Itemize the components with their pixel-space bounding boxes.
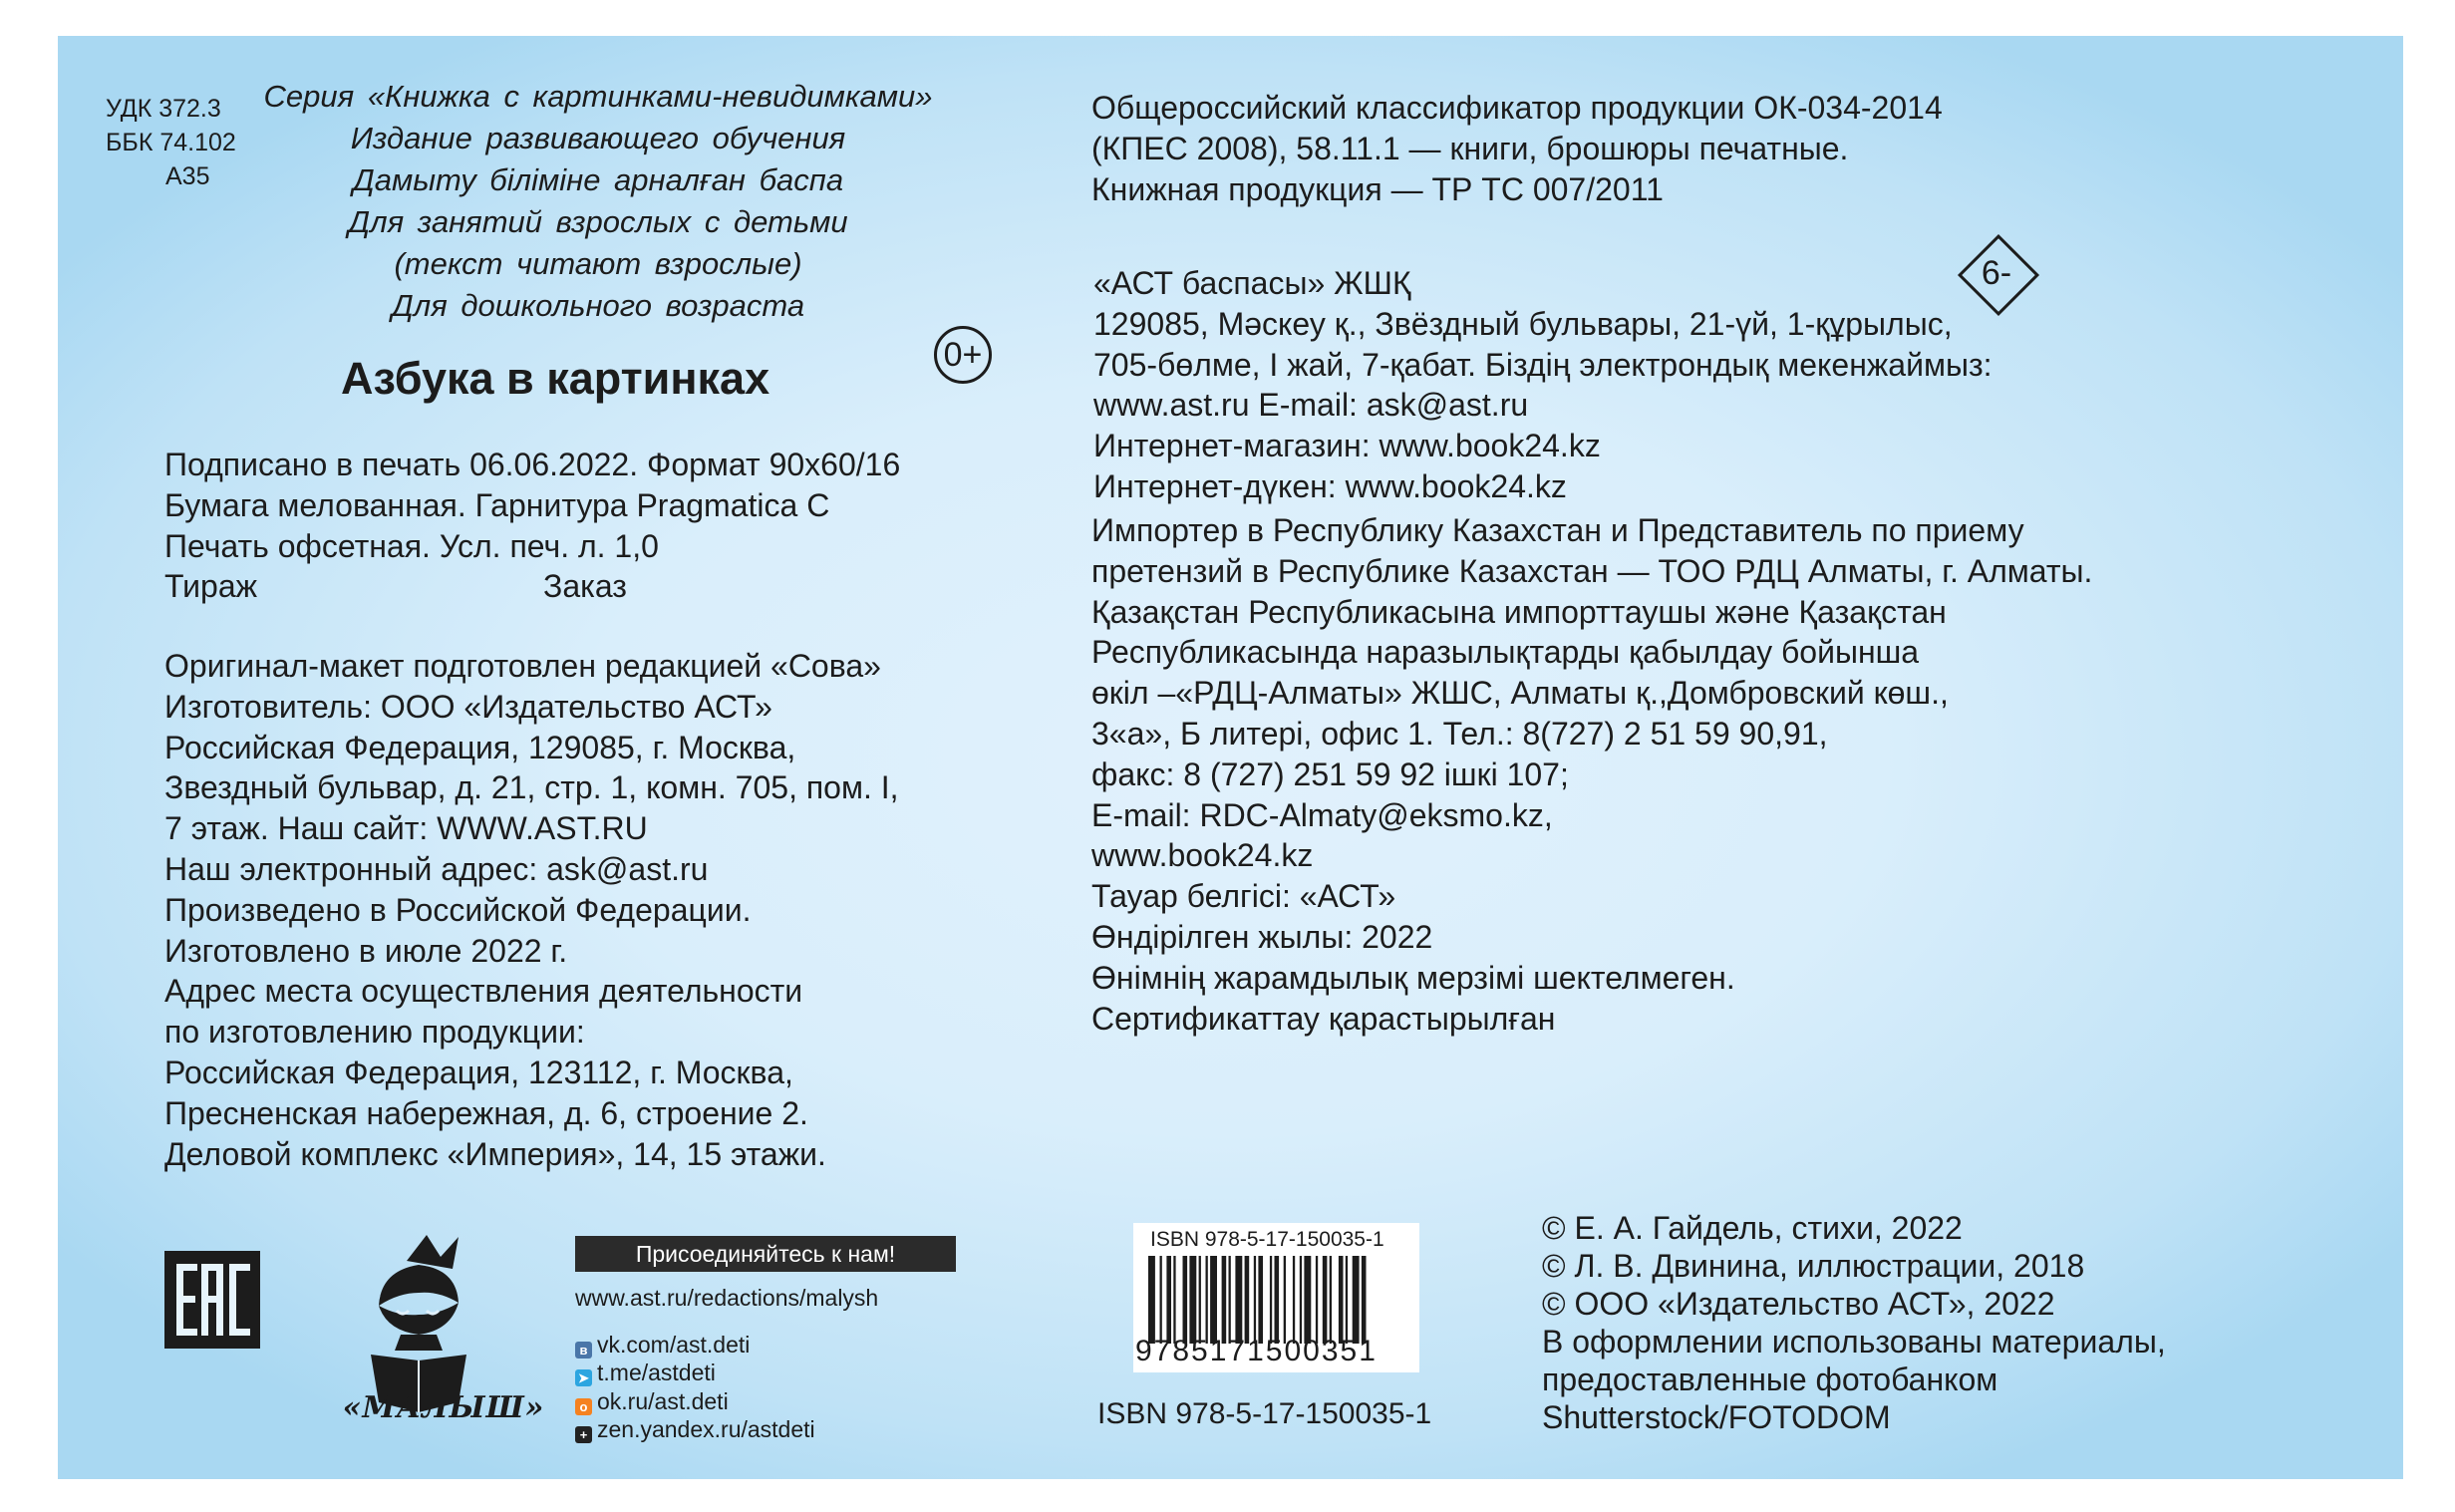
social-link-ok[interactable] (575, 1387, 878, 1416)
kz-publisher-line: 705-бөлме, I жай, 7-қабат. Біздің электрондық мекенжаймыз: (1093, 346, 1993, 383)
print-info-line: Печать офсетная. Усл. печ. л. 1,0 (164, 527, 659, 564)
social-link-text: zen.yandex.ru/astdeti (597, 1416, 815, 1442)
manufacturer-line: Пресненская набережная, д. 6, строение 2. (164, 1094, 808, 1131)
join-us-banner: Присоединяйтесь к нам! (575, 1236, 956, 1272)
site-link[interactable]: www.ast.ru/redactions/malysh (575, 1285, 879, 1311)
series-line: Дамыту біліміне арналған баспа (352, 162, 844, 197)
barcode-isbn-label: ISBN 978-5-17-150035-1 (1150, 1228, 1384, 1251)
social-link-text: vk.com/ast.deti (597, 1331, 751, 1358)
importer-line: www.book24.kz (1091, 837, 1314, 874)
series-line: Серия «Книжка с картинками-невидимками» (263, 79, 933, 114)
importer-info (1091, 510, 2092, 1039)
manufacturer-line: Изготовитель: ООО «Издательство АСТ» (164, 688, 772, 725)
importer-line: Өнімнің жарамдылық мерзімі шектелмеген. (1091, 959, 1735, 996)
social-links (575, 1284, 878, 1444)
manufacturer-line: Произведено в Российской Федерации. (164, 891, 752, 928)
importer-line: E-mail: RDC-Almaty@eksmo.kz, (1091, 796, 1553, 833)
manufacturer-line: Деловой комплекс «Империя», 14, 15 этажи. (164, 1135, 826, 1172)
importer-line: Өндірілген жылы: 2022 (1091, 918, 1433, 955)
social-link-vk[interactable] (575, 1331, 878, 1360)
zen-icon: + (575, 1426, 592, 1443)
social-link-telegram[interactable] (575, 1359, 878, 1387)
isbn-number: ISBN 978-5-17-150035-1 (1097, 1397, 1432, 1430)
classifier-line: (КПЕС 2008), 58.11.1 — книги, брошюры печатные. (1091, 130, 1849, 166)
kz-publisher-line: Интернет-магазин: www.book24.kz (1093, 428, 1601, 464)
classifier-line: Книжная продукция — ТР ТС 007/2011 (1091, 170, 1664, 207)
udk-code: УДК 372.3 (106, 95, 221, 123)
kz-publisher-line: Интернет-дүкен: www.book24.kz (1093, 467, 1567, 504)
copyright-line: © Е. А. Гайдель, стихи, 2022 (1542, 1210, 1963, 1246)
manufacturer-line: Российская Федерация, 129085, г. Москва, (164, 729, 796, 765)
series-info (249, 76, 947, 327)
manufacturer-line: 7 этаж. Наш сайт: WWW.AST.RU (164, 810, 648, 847)
importer-line: Республикасында наразылықтарды қабылдау бойынша (1091, 634, 1920, 671)
copyright-line: © ООО «Издательство АСТ», 2022 (1542, 1286, 2055, 1322)
print-info-line: Подписано в печать 06.06.2022. Формат 90х60/16 (164, 447, 901, 482)
author-mark: А35 (165, 162, 210, 190)
importer-line: факс: 8 (727) 251 59 92 ішкі 107; (1091, 756, 1569, 792)
udk-bbk-codes (106, 92, 236, 193)
book-title: Азбука в картинках (341, 353, 770, 404)
ok-icon: о (575, 1398, 592, 1415)
zakaz-label: Заказ (543, 568, 627, 605)
malysh-brand-text: «МАЛЫШ» (342, 1390, 545, 1425)
print-info-line: Бумага мелованная. Гарнитура Pragmatica C (164, 486, 830, 523)
manufacturer-line: Адрес места осуществления деятельности (164, 973, 803, 1010)
barcode-digits: 9785171500351 (1135, 1335, 1378, 1367)
importer-line: 3«а», Б литері, офис 1. Тел.: 8(727) 2 51 59 90,91, (1091, 715, 1828, 752)
manufacturer-line: Звездный бульвар, д. 21, стр. 1, комн. 705, пом. I, (164, 769, 899, 806)
print-info (164, 445, 900, 607)
series-line: Для дошкольного возраста (391, 288, 805, 323)
telegram-icon: ➤ (575, 1369, 592, 1386)
copyright-info (1542, 1209, 2166, 1436)
tirazh-row (164, 566, 900, 607)
series-line: Для занятий взрослых с детьми (348, 204, 848, 239)
social-link-text: ok.ru/ast.deti (597, 1387, 729, 1414)
series-line: (текст читают взрослые) (394, 246, 802, 281)
copyright-line: предоставленные фотобанком (1542, 1361, 1998, 1397)
social-link-zen[interactable] (575, 1415, 878, 1444)
isbn-barcode (1133, 1223, 1419, 1372)
importer-line: Қазақстан Республикасына импорттаушы және Қазақстан (1091, 593, 1947, 630)
barcode-bars (1148, 1256, 1409, 1344)
manufacturer-line: по изготовлению продукции: (164, 1014, 585, 1051)
importer-line: Сертификаттау қарастырылған (1091, 1000, 1556, 1037)
bbk-code: ББК 74.102 (106, 129, 236, 156)
manufacturer-info (164, 646, 899, 1174)
copyright-line: В оформлении использованы материалы, (1542, 1324, 2166, 1360)
vk-icon: в (575, 1342, 592, 1359)
age-rating-kz-text: 6- (1981, 253, 2012, 292)
tirazh-label: Тираж (164, 568, 258, 605)
manufacturer-line: Наш электронный адрес: ask@ast.ru (164, 850, 709, 887)
manufacturer-line: Оригинал-макет подготовлен редакцией «Сова» (164, 648, 881, 684)
malysh-logo (319, 1231, 568, 1430)
importer-line: Импортер в Республику Казахстан и Представитель по приему (1091, 512, 2024, 548)
manufacturer-line: Российская Федерация, 123112, г. Москва, (164, 1054, 793, 1090)
importer-line: Тауар белгісі: «АСТ» (1091, 878, 1396, 915)
copyright-line: Shutterstock/FOTODOM (1542, 1399, 1891, 1435)
importer-line: претензий в Республике Казахстан — ТОО РДЦ Алматы, г. Алматы. (1091, 552, 2093, 589)
kz-publisher-line: «АСТ баспасы» ЖШҚ (1093, 265, 1411, 301)
manufacturer-line: Изготовлено в июле 2022 г. (164, 932, 568, 969)
kz-publisher-info (1093, 263, 1993, 507)
age-rating-badge: 0+ (934, 326, 992, 384)
kz-publisher-line: 129085, Мәскеу қ., Звёздный бульвары, 21-үй, 1-құрылыс, (1093, 305, 1953, 342)
importer-line: өкіл –«РДЦ-Алматы» ЖШС, Алматы қ.,Домбровский көш., (1091, 675, 1949, 712)
kz-publisher-line: www.ast.ru E-mail: ask@ast.ru (1093, 387, 1529, 424)
series-line: Издание развивающего обучения (350, 121, 846, 155)
product-classifier (1091, 88, 1943, 209)
social-link-text: t.me/astdeti (597, 1360, 716, 1385)
classifier-line: Общероссийский классификатор продукции ОК-034-2014 (1091, 90, 1943, 126)
eac-mark-icon (164, 1251, 260, 1349)
copyright-line: © Л. В. Двинина, иллюстрации, 2018 (1542, 1248, 2085, 1284)
